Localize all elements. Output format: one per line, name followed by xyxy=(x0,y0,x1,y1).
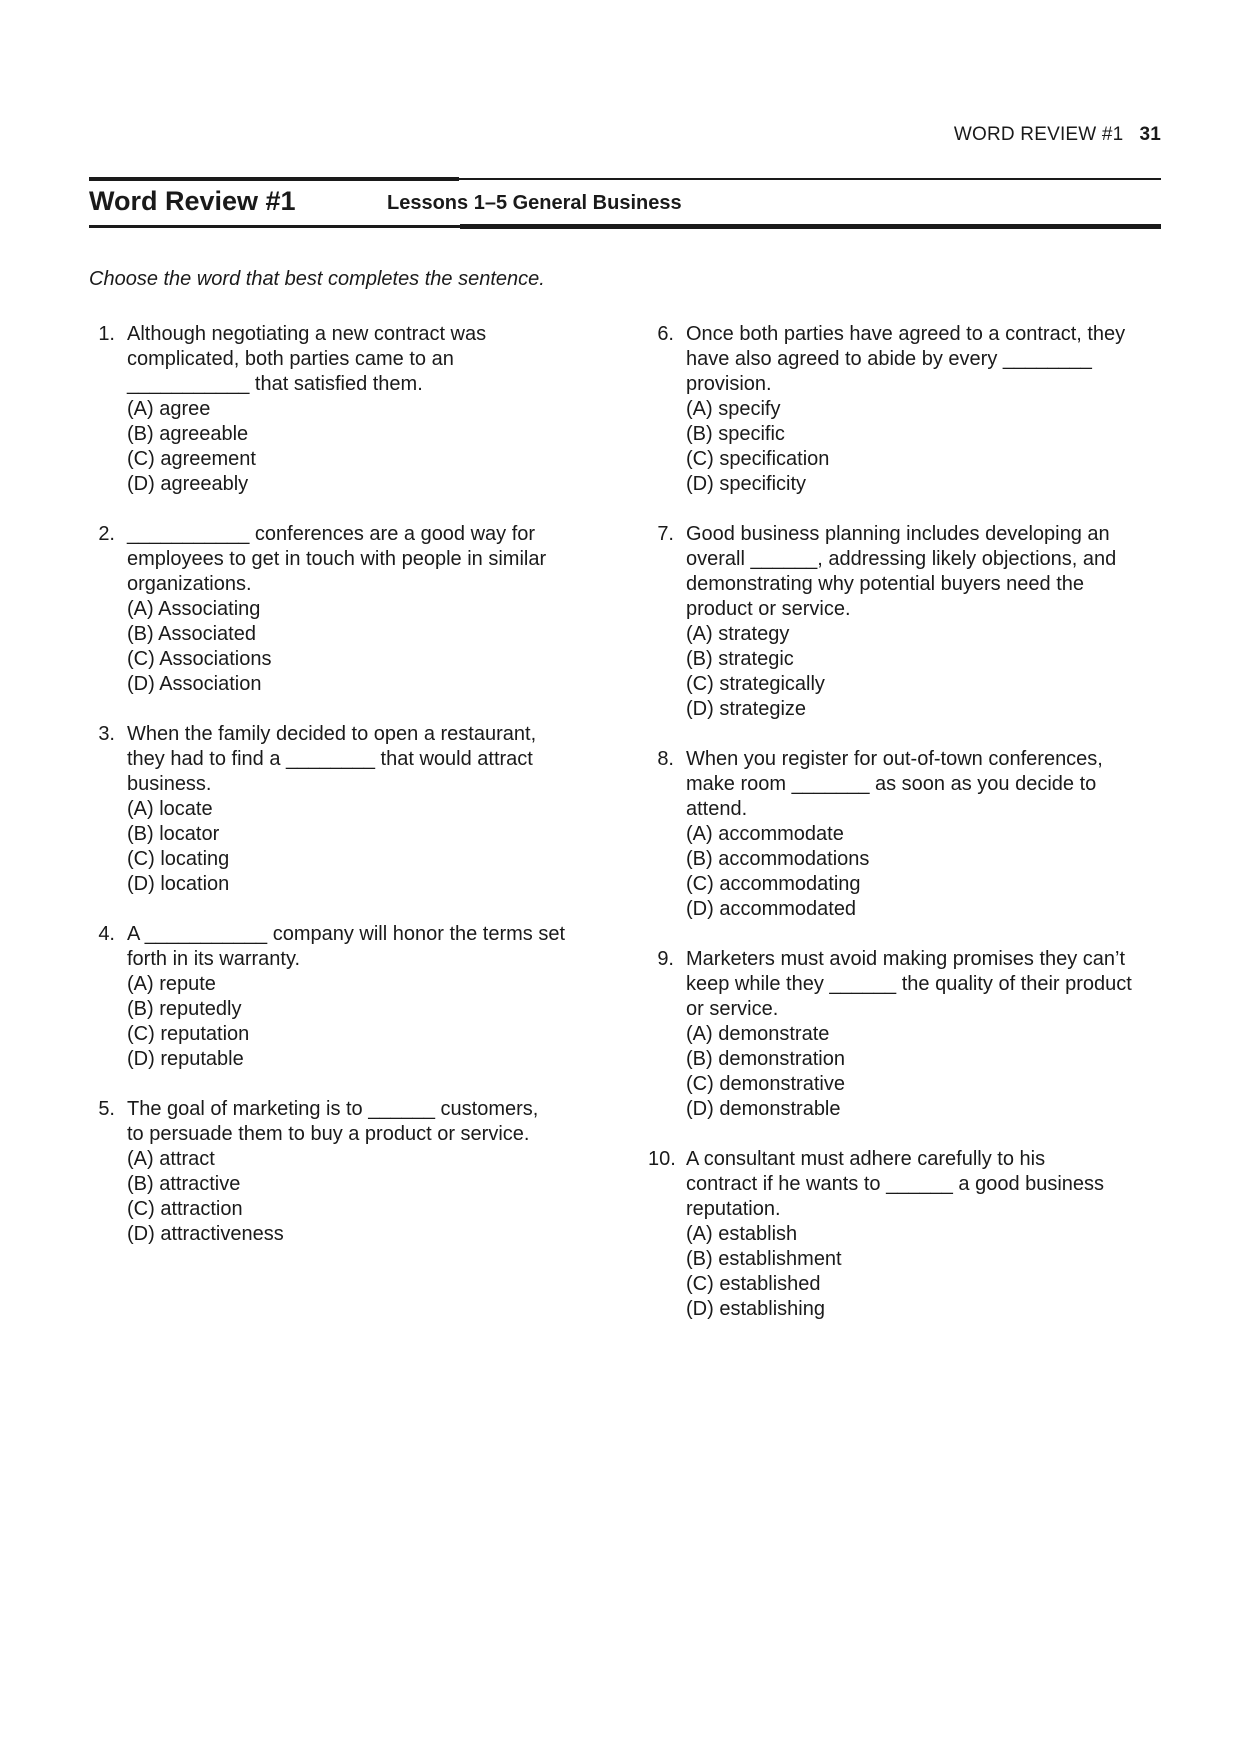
answer-option-b[interactable]: (B) agreeable xyxy=(127,423,249,445)
question-stem-line: they had to find a ________ that would attract xyxy=(127,748,533,770)
question-stem-line: product or service. xyxy=(686,598,851,620)
page-number: 31 xyxy=(1139,124,1161,145)
answer-option-a[interactable]: (A) strategy xyxy=(686,623,790,645)
answer-options xyxy=(686,1022,1168,1122)
answer-options xyxy=(686,822,1168,922)
question-number: 7. xyxy=(657,523,674,545)
question-number: 5. xyxy=(98,1098,115,1120)
running-head-label: WORD REVIEW #1 xyxy=(953,124,1124,145)
answer-options xyxy=(127,797,609,897)
answer-options xyxy=(127,597,609,697)
question-stem-line: keep while they ______ the quality of their product xyxy=(686,973,1132,995)
answer-option-a[interactable]: (A) attract xyxy=(127,1148,215,1170)
instructions: Choose the word that best completes the sentence. xyxy=(89,268,545,290)
question-number: 6. xyxy=(657,323,674,345)
question-stem-line: attend. xyxy=(686,798,748,820)
answer-option-a[interactable]: (A) specify xyxy=(686,398,781,420)
question-7 xyxy=(648,522,1168,722)
question-stem-line: contract if he wants to ______ a good business xyxy=(686,1173,1105,1195)
question-number: 4. xyxy=(98,923,115,945)
question-1 xyxy=(89,322,609,497)
answer-options xyxy=(686,397,1168,497)
answer-option-d[interactable]: (D) demonstrable xyxy=(686,1098,841,1120)
question-stem-line: complicated, both parties came to an xyxy=(127,348,454,370)
question-stem-line: A consultant must adhere carefully to his xyxy=(686,1148,1046,1170)
answer-option-b[interactable]: (B) attractive xyxy=(127,1173,241,1195)
answer-option-c[interactable]: (C) specification xyxy=(686,448,830,470)
question-stem-line: The goal of marketing is to ______ customers, xyxy=(127,1098,539,1120)
answer-option-d[interactable]: (D) accommodated xyxy=(686,898,857,920)
answer-option-a[interactable]: (A) locate xyxy=(127,798,213,820)
question-stem-line: Once both parties have agreed to a contract, they xyxy=(686,323,1126,345)
answer-option-a[interactable]: (A) demonstrate xyxy=(686,1023,830,1045)
question-stem-line: provision. xyxy=(686,373,772,395)
answer-option-d[interactable]: (D) reputable xyxy=(127,1048,244,1070)
answer-option-d[interactable]: (D) attractiveness xyxy=(127,1223,284,1245)
question-number: 10. xyxy=(648,1148,676,1170)
answer-option-b[interactable]: (B) Associated xyxy=(127,623,256,645)
question-5 xyxy=(89,1097,609,1247)
question-stem-line: forth in its warranty. xyxy=(127,948,301,970)
question-stem-line: ___________ conferences are a good way for xyxy=(127,523,536,545)
question-6 xyxy=(648,322,1168,497)
question-stem-line: have also agreed to abide by every ________ xyxy=(686,348,1092,370)
question-stem-line: or service. xyxy=(686,998,779,1020)
question-stem-line: overall ______, addressing likely objections, and xyxy=(686,548,1117,570)
lesson-subtitle: Lessons 1–5 General Business xyxy=(387,192,682,214)
answer-option-d[interactable]: (D) location xyxy=(127,873,230,895)
answer-options xyxy=(127,972,609,1072)
answer-option-a[interactable]: (A) Associating xyxy=(127,598,261,620)
answer-option-b[interactable]: (B) locator xyxy=(127,823,220,845)
answer-option-c[interactable]: (C) attraction xyxy=(127,1198,243,1220)
header-rule-top-accent xyxy=(89,177,459,181)
answer-option-d[interactable]: (D) establishing xyxy=(686,1298,825,1320)
question-number: 1. xyxy=(98,323,115,345)
question-stem-line: When the family decided to open a restaurant, xyxy=(127,723,537,745)
answer-option-c[interactable]: (C) strategically xyxy=(686,673,825,695)
question-stem-line: Good business planning includes developing an xyxy=(686,523,1110,545)
question-stem-line: make room _______ as soon as you decide to xyxy=(686,773,1097,795)
answer-option-d[interactable]: (D) agreeably xyxy=(127,473,249,495)
answer-option-a[interactable]: (A) establish xyxy=(686,1223,798,1245)
question-number: 8. xyxy=(657,748,674,770)
answer-option-c[interactable]: (C) demonstrative xyxy=(686,1073,845,1095)
answer-option-b[interactable]: (B) accommodations xyxy=(686,848,870,870)
question-stem-line: to persuade them to buy a product or service. xyxy=(127,1123,530,1145)
question-stem-line: A ___________ company will honor the terms set xyxy=(127,923,566,945)
answer-option-a[interactable]: (A) agree xyxy=(127,398,211,420)
answer-option-c[interactable]: (C) locating xyxy=(127,848,230,870)
answer-option-b[interactable]: (B) strategic xyxy=(686,648,794,670)
answer-options xyxy=(127,1147,609,1247)
question-stem-line: employees to get in touch with people in similar xyxy=(127,548,547,570)
question-3 xyxy=(89,722,609,897)
question-stem-line: ___________ that satisfied them. xyxy=(127,373,423,395)
page-title: Word Review #1 xyxy=(89,186,296,216)
question-stem-line: business. xyxy=(127,773,212,795)
answer-option-d[interactable]: (D) specificity xyxy=(686,473,807,495)
answer-option-c[interactable]: (C) reputation xyxy=(127,1023,250,1045)
question-4 xyxy=(89,922,609,1072)
answer-option-c[interactable]: (C) accommodating xyxy=(686,873,861,895)
question-number: 2. xyxy=(98,523,115,545)
question-number: 9. xyxy=(657,948,674,970)
left-column xyxy=(89,322,609,1272)
answer-option-c[interactable]: (C) established xyxy=(686,1273,821,1295)
question-number: 3. xyxy=(98,723,115,745)
answer-options xyxy=(127,397,609,497)
answer-option-b[interactable]: (B) reputedly xyxy=(127,998,242,1020)
question-stem-line: Although negotiating a new contract was xyxy=(127,323,487,345)
answer-option-c[interactable]: (C) Associations xyxy=(127,648,272,670)
question-stem-line: Marketers must avoid making promises they can’t xyxy=(686,948,1126,970)
answer-option-c[interactable]: (C) agreement xyxy=(127,448,256,470)
question-2 xyxy=(89,522,609,697)
question-stem-line: reputation. xyxy=(686,1198,781,1220)
right-column xyxy=(648,322,1168,1347)
answer-option-d[interactable]: (D) Association xyxy=(127,673,262,695)
question-stem-line: demonstrating why potential buyers need the xyxy=(686,573,1085,595)
header-rule-bottom-accent xyxy=(460,224,1161,229)
answer-option-b[interactable]: (B) demonstration xyxy=(686,1048,845,1070)
answer-options xyxy=(686,622,1168,722)
answer-option-a[interactable]: (A) accommodate xyxy=(686,823,844,845)
answer-option-b[interactable]: (B) specific xyxy=(686,423,785,445)
answer-option-a[interactable]: (A) repute xyxy=(127,973,216,995)
answer-option-d[interactable]: (D) strategize xyxy=(686,698,807,720)
answer-options xyxy=(686,1222,1168,1322)
question-10 xyxy=(648,1147,1168,1322)
question-stem-line: organizations. xyxy=(127,573,252,595)
question-stem-line: When you register for out-of-town conferences, xyxy=(686,748,1103,770)
title-row xyxy=(89,186,1161,222)
answer-option-b[interactable]: (B) establishment xyxy=(686,1248,842,1270)
running-head xyxy=(954,124,1161,146)
question-8 xyxy=(648,747,1168,922)
question-9 xyxy=(648,947,1168,1122)
